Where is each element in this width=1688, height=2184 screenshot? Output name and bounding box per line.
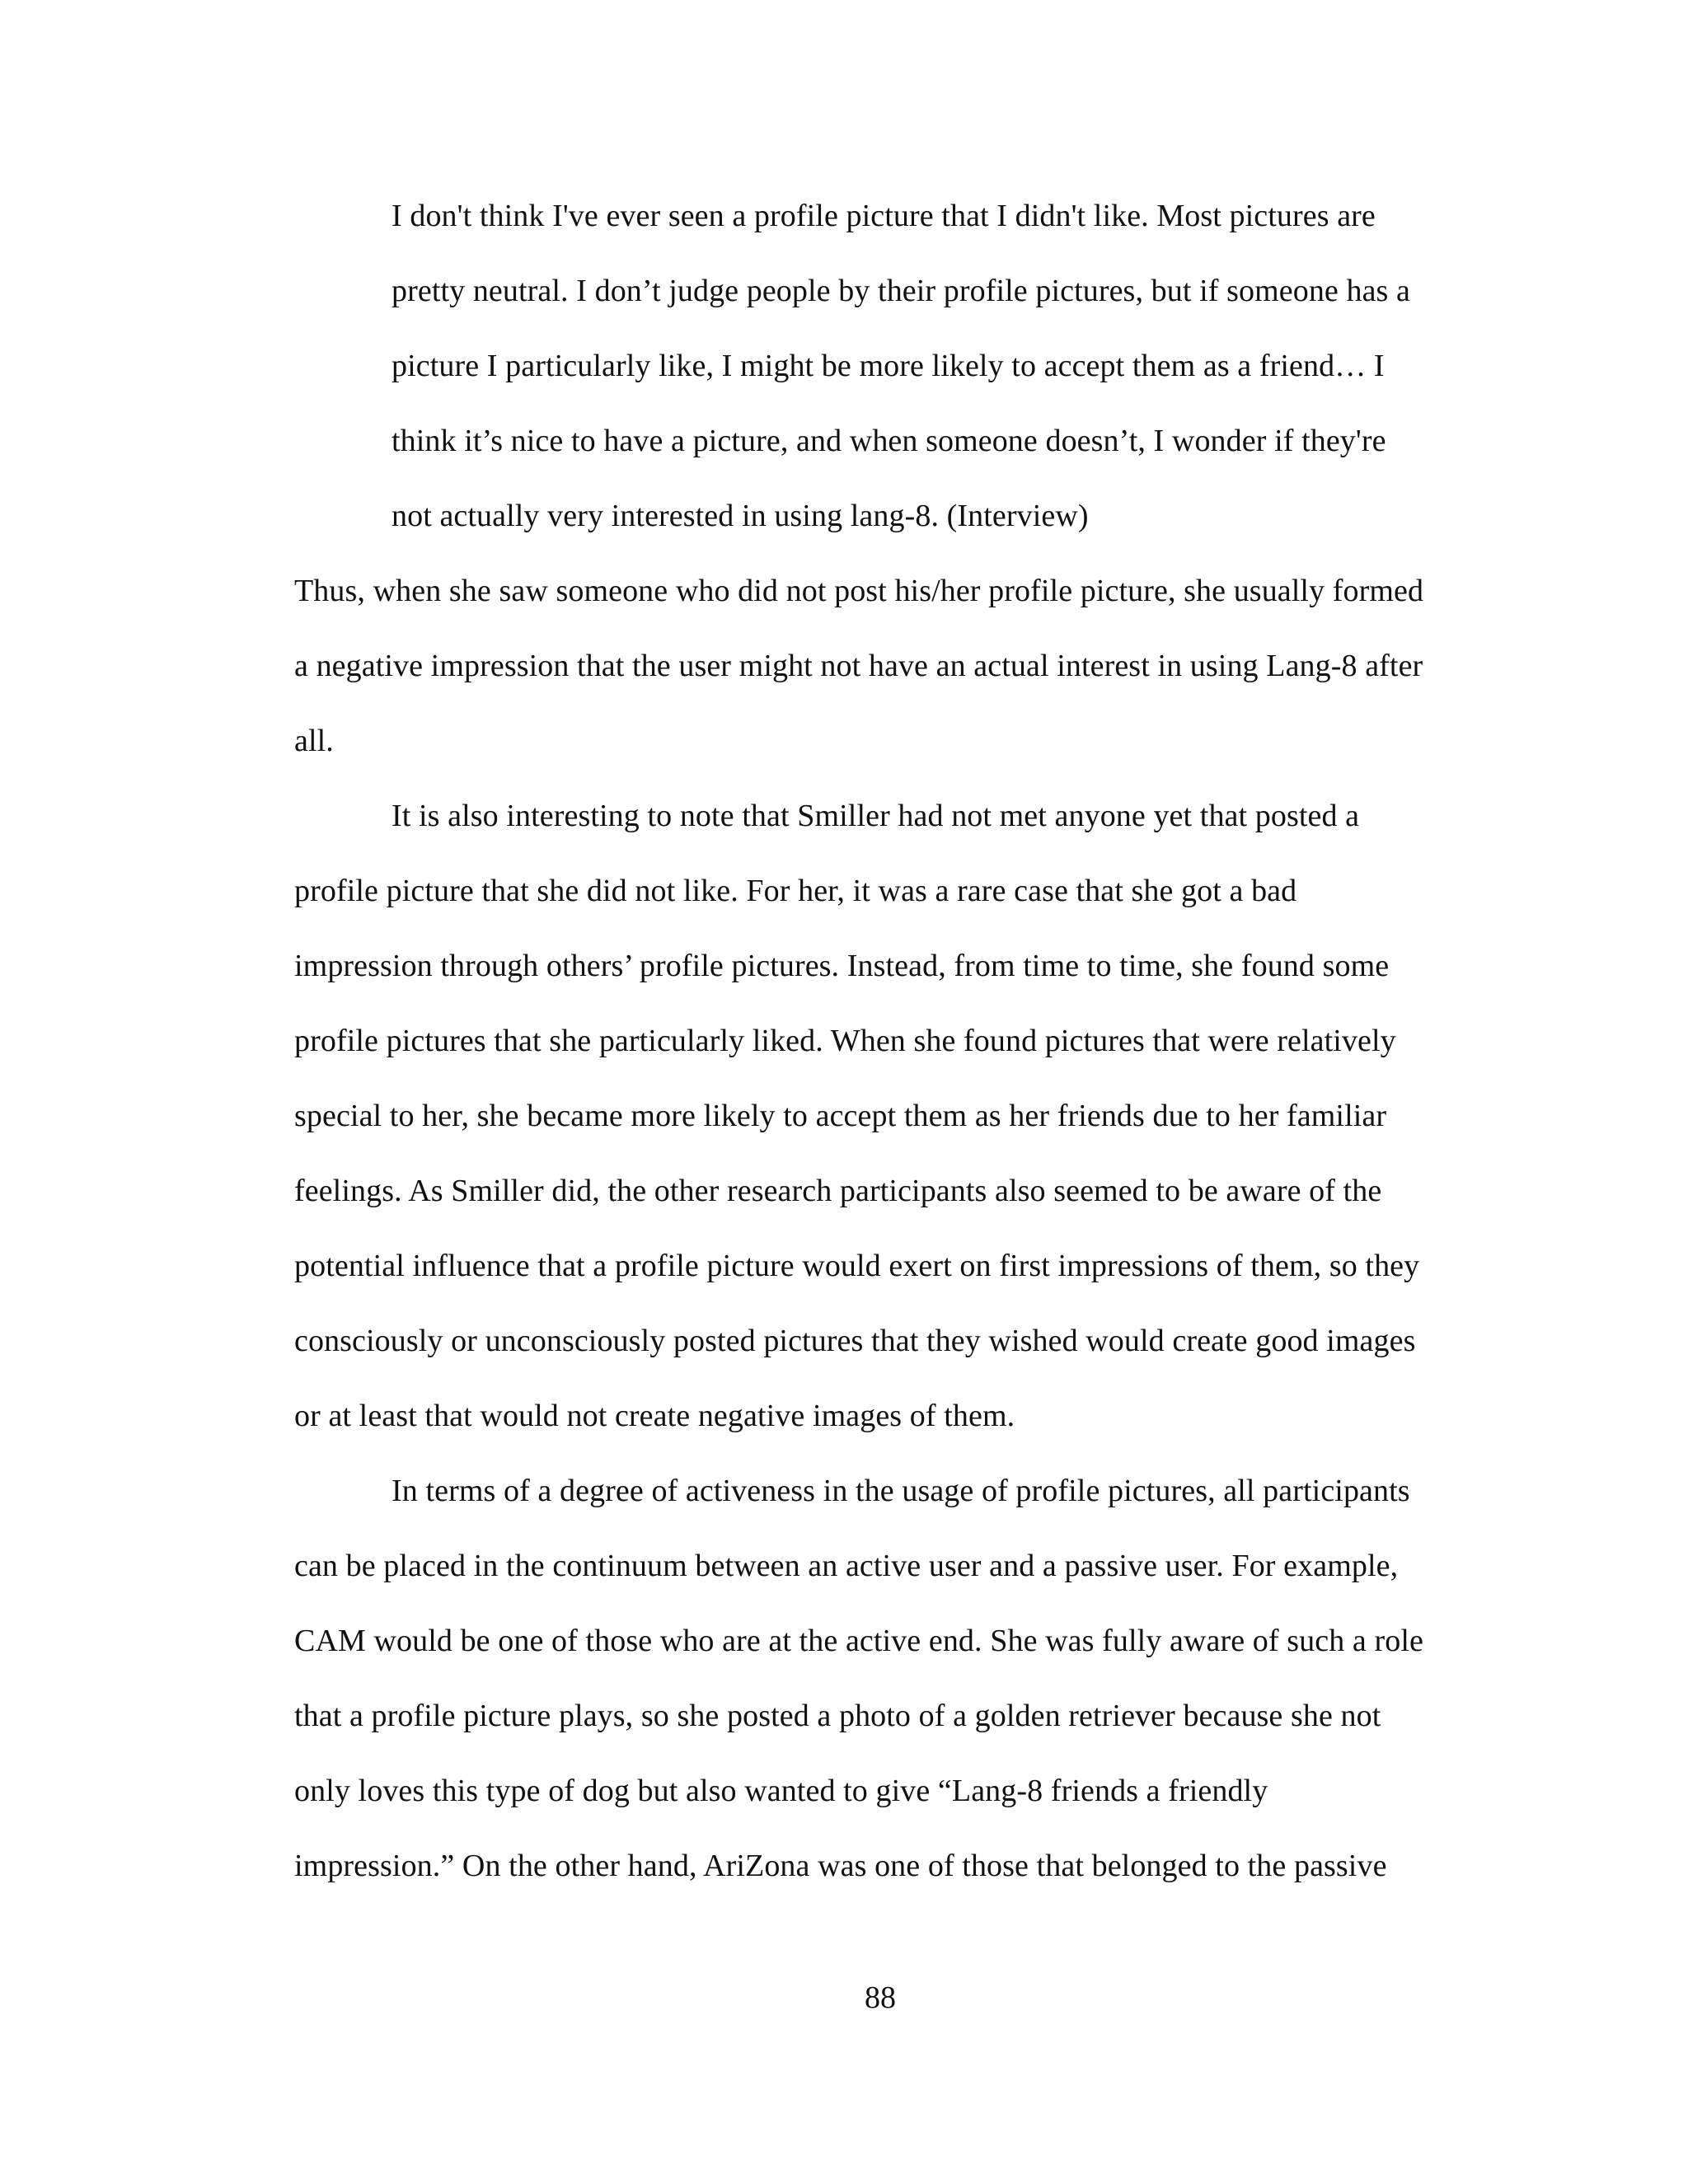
- quote-line: I don't think I've ever seen a profile picture that I didn't like. Most pictures are: [392, 199, 1376, 233]
- quote-line: pretty neutral. I don’t judge people by their profile pictures, but if someone has a: [392, 274, 1411, 308]
- paragraph-line: that a profile picture plays, so she posted a photo of a golden retriever because she not: [294, 1699, 1381, 1733]
- paragraph-line: feelings. As Smiller did, the other research participants also seemed to be aware of the: [294, 1174, 1382, 1208]
- quote-line: picture I particularly like, I might be more likely to accept them as a friend… I: [392, 349, 1385, 383]
- paragraph-line: can be placed in the continuum between an active user and a passive user. For example,: [294, 1549, 1399, 1583]
- page-number: 88: [865, 1980, 896, 2015]
- paragraph-line: profile picture that she did not like. For her, it was a rare case that she got a bad: [294, 874, 1297, 908]
- paragraph-line: CAM would be one of those who are at the active end. She was fully aware of such a role: [294, 1624, 1423, 1658]
- paragraph-line: only loves this type of dog but also wanted to give “Lang-8 friends a friendly: [294, 1774, 1268, 1808]
- paragraph-line: potential influence that a profile picture would exert on first impressions of them, so they: [294, 1249, 1420, 1283]
- paragraph-line: special to her, she became more likely to accept them as her friends due to her familiar: [294, 1099, 1387, 1133]
- paragraph-line: or at least that would not create negative images of them.: [294, 1399, 1015, 1433]
- paragraph-line: In terms of a degree of activeness in the usage of profile pictures, all participants: [392, 1474, 1410, 1508]
- quote-line: not actually very interested in using lang-8. (Interview): [392, 499, 1089, 533]
- paragraph-line: consciously or unconsciously posted pictures that they wished would create good images: [294, 1324, 1416, 1358]
- paragraph-line: a negative impression that the user might not have an actual interest in using Lang-8 after: [294, 649, 1423, 683]
- paragraph-line: all.: [294, 724, 334, 758]
- quote-line: think it’s nice to have a picture, and when someone doesn’t, I wonder if they're: [392, 424, 1386, 458]
- paragraph-line: profile pictures that she particularly liked. When she found pictures that were relatively: [294, 1024, 1396, 1058]
- paragraph-line: It is also interesting to note that Smiller had not met anyone yet that posted a: [392, 799, 1360, 833]
- paragraph-line: impression through others’ profile pictures. Instead, from time to time, she found some: [294, 949, 1390, 983]
- paragraph-line: impression.” On the other hand, AriZona was one of those that belonged to the passive: [294, 1849, 1387, 1883]
- paragraph-line: Thus, when she saw someone who did not post his/her profile picture, she usually formed: [294, 574, 1424, 608]
